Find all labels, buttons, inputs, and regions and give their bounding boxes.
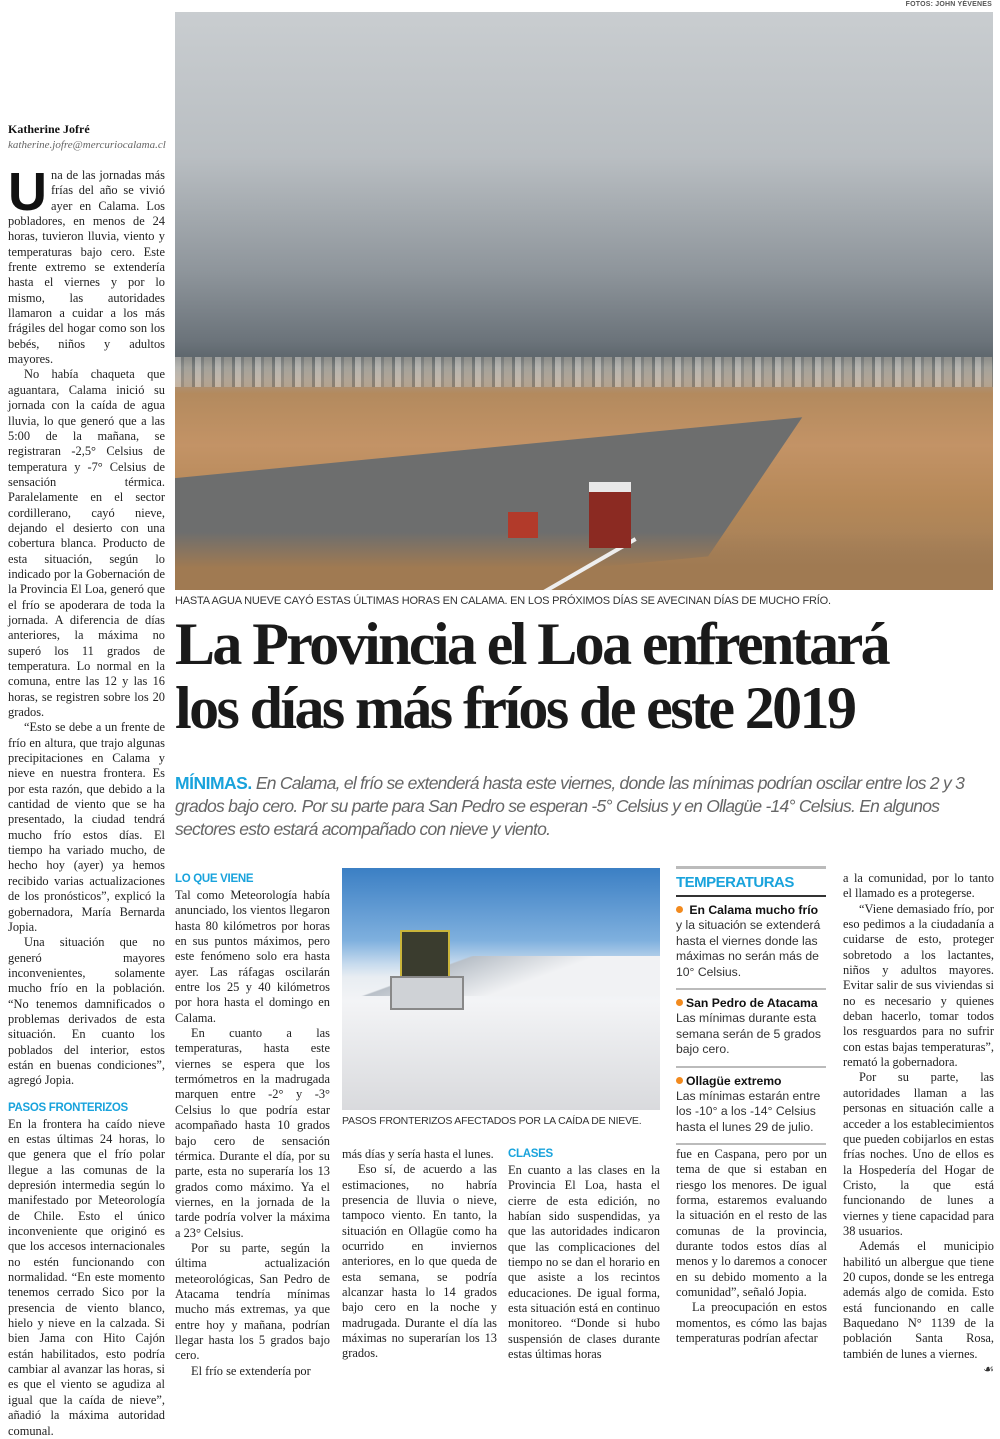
paragraph: a la comunidad, por lo tanto el llamado es a protegerse. bbox=[843, 871, 994, 901]
author-email[interactable]: katherine.jofre@mercuriocalama.cl bbox=[8, 139, 166, 151]
main-photo-caption: HASTA AGUA NUEVE CAYÓ ESTAS ÚLTIMAS HORAS EN CALAMA. EN LOS PRÓXIMOS DÍAS SE AVECINAN DÍAS DE MUCHO FRÍO. bbox=[175, 595, 831, 607]
paragraph: El frío se extendería por bbox=[191, 1363, 311, 1378]
paragraph: “Esto se debe a un frente de frío en altura, que trajo algunas precipitaciones en Calama y nieve en nuestra frontera. Es por esta razón, que debido a la cantidad de viento que se ha presentado, la ciudad tendrá mucho frío estos días. El tiempo ha variado mucho, de hecho hoy (ayer) ya hemos recibido varias actualizaciones de los pronósticos”, explicó la gobernadora, María Bernarda Jopia. bbox=[8, 720, 165, 934]
paragraph: En la frontera ha caído nieve en estas últimas 24 horas, lo que genera que el frío polar llegue a las comunas de la depresión intermedia según lo manifestado por Meteorología de Chile. Esto el único inconveniente que originó es que los accesos internacionales no estén funcionando con normalidad. “En este momento tenemos cerrado Sico por la presencia de viento blanco, hielo y nieve en la calzada. Si bien Jama con Hito Cajón están habilitados, esto podría cambiar al avanzar las horas, si es que el viento se agudiza al igual que la caída de nieve”, añadió la máxima autoridad comunal. bbox=[8, 1116, 165, 1438]
main-photo-calama-road bbox=[175, 12, 993, 590]
second-photo-caption: PASOS FRONTERIZOS AFECTADOS POR LA CAÍDA DE NIEVE. bbox=[342, 1115, 642, 1127]
paragraph: Tal como Meteorología había anunciado, los vientos llegaron hasta 80 kilómetros por horas en sus puntos máximos, pero este fenómeno solo era hasta ayer. Las ráfagas oscilarán entre los 25 y 40 kilómetros por hora hasta el domingo en Calama. bbox=[175, 888, 330, 1025]
bullet-icon bbox=[676, 906, 683, 913]
snow-plow bbox=[390, 930, 460, 1010]
paragraph: En cuanto a las clases en la Provincia El Loa, hasta el cierre de esta edición, no habían sido suspendidas, ya que las autoridades indicaron que las complicaciones del tiempo no se dan el horario en que asiste a los recintos educaciones. De igual forma, esta situación está en continuo monitoreo. “Donde si hubo suspensión de clases durante estas últimas horas bbox=[508, 1163, 660, 1362]
column-4 bbox=[508, 1145, 660, 1362]
paragraph: Por su parte, según la última actualización meteorológicas, San Pedro de Atacama tendría mínimas mucho más extremas, ya que entre hoy y mañana, podrían llegar hasta los 5 grados bajo cero. bbox=[175, 1240, 330, 1363]
subheading-pasos-fronterizos: PASOS FRONTERIZOS bbox=[8, 1101, 128, 1114]
headline-line-2: los días más fríos de este 2019 bbox=[175, 675, 855, 741]
headline-line-1: La Provincia el Loa enfrentará bbox=[175, 611, 889, 677]
sidebar-title: TEMPERATURAS bbox=[676, 873, 826, 897]
author-name: Katherine Jofré bbox=[8, 122, 90, 136]
subheading-lo-que-viene: LO QUE VIENE bbox=[175, 873, 254, 885]
subheading-clases: CLASES bbox=[508, 1148, 553, 1160]
paragraph: fue en Caspana, pero por un tema de que si estaban en riesgo los menores. De igual forma, estaremos evaluando la situación en el resto de las comunas de la provincia, durante todos estos días al menos y lo daremos a conocer en su debido momento a la comunidad”, señaló Jopia. bbox=[676, 1147, 827, 1300]
paragraph: “Viene demasiado frío, por eso pedimos a la ciudadanía a cuidarse de esto, proteger sobretodo a los lactantes, niños y adultos mayores. Evitar salir de sus viviendas si no es necesario y quienes deban hacerlo, tomar todos los resguardos para no sufrir con estas bajas temperaturas”, remató la gobernadora. bbox=[843, 901, 994, 1070]
paragraph: más días y sería hasta el lunes. bbox=[342, 1147, 494, 1161]
paragraph: Por su parte, las autoridades llaman a las personas en situación calle a acceder a los establecimientos que pueden cobijarlos en estas frías noches. Uno de ellos es la Hospedería del Hogar de Cristo, la que está funcionando de lunes a viernes y tiene capacidad para 38 usuarios. bbox=[843, 1070, 994, 1238]
headline bbox=[175, 612, 995, 740]
paragraph: Una situación que no generó mayores inconvenientes, solamente mucho frío en la población. “No tenemos damnificados o problemas derivados de esta situación. En cuanto los poblados del interior, estos están en buenas condiciones”, agregó Jopia. bbox=[8, 935, 165, 1088]
column-1 bbox=[8, 162, 165, 1439]
photo-credit: FOTOS: JOHN YÉVENES bbox=[905, 1, 992, 8]
bullet-icon bbox=[676, 999, 683, 1006]
byline bbox=[8, 122, 168, 151]
sidebar-item: San Pedro de Atacama Las mínimas durante esta semana serán de 5 grados bajo cero. bbox=[676, 990, 826, 1068]
paragraph: En cuanto a las temperaturas, hasta este viernes se espera que los termómetros en la madrugada marquen entre -2° y -3° Celsius lo que podría estar acompañado hasta 10 grados bajo cero de sensación térmica. Durante el día, por su parte, esta no superaría los 13 grados como máximo. Ya el viernes, en la jornada de la tarde podría volver la máxima a 23° Celsius. bbox=[175, 1026, 330, 1240]
snow-plow-photo bbox=[342, 868, 660, 1110]
deck bbox=[175, 772, 990, 841]
paragraph: Eso sí, de acuerdo a las estimaciones, no habría presencia de lluvia o nieve, tampoco viento. En tanto, la situación en Ollagüe como ha ocurrido en inviernos anteriores, en lo que queda de esta semana, se podría alcanzar hasta lo 14 grados bajo cero en la noche y madrugada. Durante el día las máximas no superarían los 13 grados. bbox=[342, 1162, 497, 1361]
paragraph: Una de las jornadas más frías del año se vivió ayer en Calama. Los pobladores, en menos de 24 horas, tuvieron lluvia, viento y temperaturas bajo cero. Este frente extremo se extendería hasta el viernes y por lo mismo, las autoridades llamaron a cuidar a los más frágiles del hogar como son los bebés, niños y adultos mayores. bbox=[8, 162, 165, 367]
drop-cap: U bbox=[8, 162, 47, 222]
deck-text: En Calama, el frío se extenderá hasta este viernes, donde las mínimas podrían oscilar entre los 2 y 3 grados bajo cero. Por su parte para San Pedro se esperan -5° Celsius y en Ollagüe -14° Celsius. En algunos sectores esto estará acompañado con nieve y viento. bbox=[175, 773, 965, 839]
paragraph: Además el municipio habilitó un albergue que tiene 20 cupos, donde se les entrega además algo de comida. Esto está funcionando en calle Baquedano N° 1139 de la población Santa Rosa, también de lunes a viernes. ☙ bbox=[843, 1239, 994, 1376]
paragraph: La preocupación en estos momentos, es cómo las bajas temperaturas podrían afectar bbox=[676, 1300, 827, 1346]
column-6 bbox=[843, 871, 994, 1377]
deck-kicker: MÍNIMAS. bbox=[175, 773, 252, 793]
sidebar-item: En Calama mucho frío y la situación se extenderá hasta el viernes donde las máximas no serán más de 10° Celsius. bbox=[676, 897, 826, 990]
column-5 bbox=[676, 1147, 827, 1346]
column-2 bbox=[175, 870, 330, 1379]
end-mark-icon: ☙ bbox=[983, 1362, 994, 1376]
sidebar-item: Ollagüe extremo Las mínimas estarán entre los -10° a los -14° Celsius hasta el lunes 29 de julio. bbox=[676, 1068, 826, 1146]
bullet-icon bbox=[676, 1077, 683, 1084]
paragraph: No había chaqueta que aguantara, Calama inició su jornada con la caída de agua lluvia, lo que generó que a las 5:00 de la mañana, se registraran -2,5° Celsius de temperatura y -7° Celsius de sensación térmica. Paralelamente en el sector cordillerano, cayó nieve, dejando el desierto con una cobertura blanca. Producto de esta situación, según lo indicado por la Gobernación de la Provincia El Loa, generó que el frío se apoderara de toda la jornada. A diferencia de días anteriores, la máxima no superó los 11 grados de temperatura. Lo normal en la comuna, entre las 12 y las 16 horas, se registren sobre los 20 grados. bbox=[8, 367, 165, 720]
temperaturas-sidebar bbox=[676, 866, 826, 1145]
column-3 bbox=[342, 1147, 497, 1362]
